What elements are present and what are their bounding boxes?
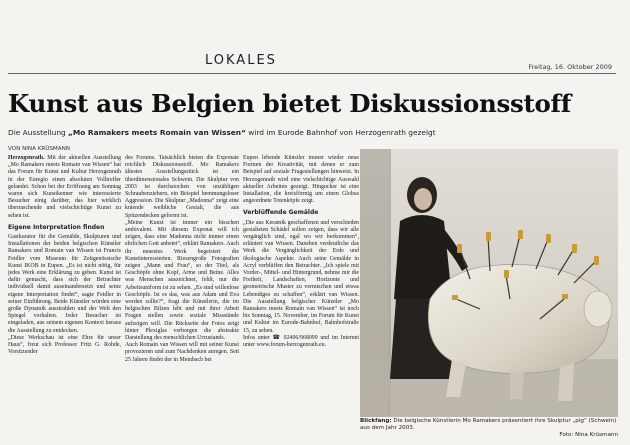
paragraph: des Forums. Tatsächlich bieten die Exponate reichlich Diskussionsstoff. Mo Ramakers ältestes Ausstellungsstück ist ein überdimensionales Schwein. Die Skulptur von 2003 ist durchstochen von unzähligen Schraubenziehern, ein Beispiel hemmungsloser Aggression. Die Skulptur „Madonna“ zeigt eine kniende weibliche Gestalt, die aus Spitzendecken geformt ist.: [125, 155, 239, 219]
caption-text: Die belgische Künstlerin Mo Ramakers präsentiert ihre Skulptur „pig“ (Schwein) aus dem Jahr 2003.: [360, 418, 617, 431]
headline: Kunst aus Belgien bietet Diskussionsstoff: [8, 89, 571, 118]
dateline: Herzogenrath.: [8, 155, 45, 161]
paragraph: [8, 155, 121, 220]
photo-artist-with-pig-sculpture: [360, 149, 618, 417]
article-column-2: [125, 155, 239, 364]
paragraph: Infos unter ☎ 02406/968099 und im Internet unter www.forum-herzogenrath.eu.: [243, 334, 359, 349]
intertitle: Verblüffende Gemälde: [243, 209, 319, 217]
article-column-1: [8, 155, 121, 356]
intertitle: Eigene Interpretation finden: [8, 223, 105, 231]
issue-date: Freitag, 16. Oktober 2009: [528, 63, 612, 71]
paragraph: „Meine Kunst ist immer ein bisschen ambivalent. Mit diesem Exponat will ich zeigen, dass eine Madonna nicht immer einen ehrlichen Gott anbetet“, erklärt Ramakers. Auch ihr neuestes Werk begeistert die Kunstinteressierten. Riesengroße Fotografien zeigen „Mann und Frau“, so der Titel, als Geschöpfe ohne Kopf, Arme und Beine. Alles was Menschen auszeichnet, fehlt, nur die Arbeitsuniform ist zu sehen. „Es sind willenlose Geschöpfe. Ist es das, was aus Adam und Eva werden sollte?“, fragt die Künstlerin, die im belgischen Bilzen lebt und mit ihrer Arbeit Fragen stellen sowie soziale Missstände aufzeigen will. Die Rückseite der Fotos zeigt hinter Plexiglas verborgen die abstrakte Darstellung des menschlichen Urzustands.: [125, 219, 239, 342]
paragraph: „Diese Werkschau ist eine Ehre für unser Haus“, freut sich Professor Fritz G. Rohde, Vorsitzender: [8, 334, 121, 356]
header-rule: [8, 73, 616, 74]
section-title: LOKALES: [205, 53, 277, 68]
article-column-3: [243, 155, 359, 349]
byline: VON NINA KRÜSMANN: [8, 146, 70, 152]
photo-caption: [360, 418, 618, 438]
subhead-text-start: Die Ausstellung: [8, 128, 69, 137]
subhead-exhibition-title: „Mo Ramakers meets Romain van Wissen“: [68, 128, 246, 137]
paragraph: Gastkurator für die Gemälde, Skulpturen und Installationen der beiden belgischen Künstler Ramakers und Romain van Wissen ist Francis Feidler vom Museum für Zeitgenössische Kunst IKOB in Eupen. „Es ist nicht nötig, für jedes Werk eine Erklärung zu geben. Kunst ist dafür gemacht, dass sich der Betrachter individuell damit auseinandersetzt und seine eigene Interpretation findet“, sagte Feidler in seiner Einführung. Beide Künstler würden eine große Dynamik ausstrahlen und der Welt den Spiegel vorhalten. Jeder Besucher ist eingeladen, aus seinem eigenen Kontext heraus die Ausstellung zu entdecken.: [8, 234, 121, 334]
paragraph: Eupen lebende Künstler immer wieder neue Formen der Kreativität, mit denen er zum Beispiel auf soziale Fragestellungen hinweist. In Herzogenrath wird eine vielschichtige Auswahl aktueller Arbeiten gezeigt. Hingucker ist eine Installation, die kreisförmig um einen Globus angeordnete Totenköpfe zeigt.: [243, 155, 359, 205]
subheadline: [8, 128, 618, 137]
paragraph-text: Mit der aktuellen Ausstellung „Mo Ramakers meets Romain van Wissen“ hat das Forum für Kunst und Kultur Herzogenrath in der Euregio einen absoluten Volltreffer gelandet. Schon bei der Eröffnung am Sonntag waren sich Kunstkenner wie interessierte Besucher einig darüber, das hier wirklich überraschende und vielschichtige Kunst zu sehen ist.: [8, 155, 121, 219]
paragraph: „Die aus Keramik geschaffenen und verschieden gestalteten Schädel sollen zeigen, dass wir alle vergänglich sind, egal wo wir herkommen“, erläutert van Wissen. Daneben verdeutliche das Werk die Vergänglichkeit der Erde und ökologische Aspekte. Auch seine Gemälde in Acryl verblüffen den Betrachter. „Ich spiele mit Vorder-, Mittel- und Hintergrund, nehme mir die Freiheit, Landschaften, Horizonte und geometrische Muster zu vermischen und etwas Lebendiges zu schaffen“, erklärt van Wissen. Die Ausstellung belgischer Künstler „Mo Ramakers meets Romain van Wissen“ ist noch bis Sonntag, 15. November, im Forum für Kunst und Kultur im Eurode-Bahnhof, Bahnhofstraße 15, zu sehen.: [243, 219, 359, 334]
paragraph: Auch Romain van Wissen will mit seiner Kunst provozieren und zum Nachdenken anregen. Seit 25 Jahren findet der in Membach bei: [125, 342, 239, 363]
subhead-text-end: wird im Eurode Bahnhof von Herzogenrath gezeigt: [245, 128, 436, 137]
article-photo: [360, 149, 618, 417]
caption-label: Blickfang:: [360, 418, 392, 424]
photo-credit: Foto: Nina Krüsmann: [559, 431, 618, 438]
